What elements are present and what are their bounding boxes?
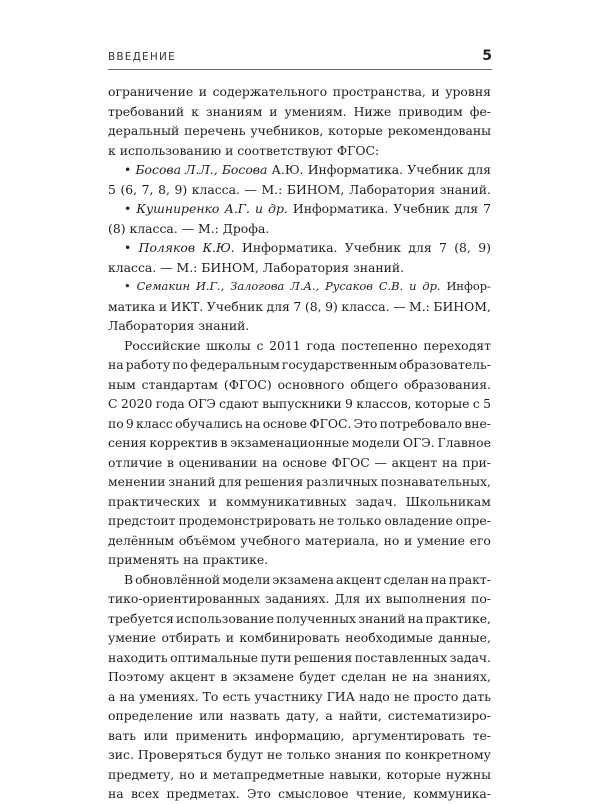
running-header xyxy=(108,49,492,70)
text-line: деральный перечень учебников, которые рекомендованы xyxy=(108,123,491,138)
text-line: 5 (6, 7, 8, 9) класса. — М.: БИНОМ, Лаборатория знаний. xyxy=(108,181,491,197)
text-line: вать или применить информацию, аргументировать те- xyxy=(108,727,491,743)
text-line: (8) класса. — М.: Дрофа. xyxy=(108,220,270,236)
text-line: зис. Проверяться будут не только знания по конкретному xyxy=(108,747,491,762)
text-line: делённым объёмом учебного материала, но и умение его xyxy=(108,532,491,548)
text-line: на работу по федеральным государственным образователь- xyxy=(108,357,491,372)
text-line: ограничение и содержательного пространства, и уровня xyxy=(108,84,491,99)
text-line: Лаборатория знаний. xyxy=(108,318,250,333)
text-line: требований к знаниям и умениям. Ниже приводим фе- xyxy=(108,103,491,119)
text-line: • Босова Л.Л., Босова А.Ю. Информатика. Учебник для xyxy=(124,162,491,177)
text-line: класса. — М.: БИНОМ, Лаборатория знаний. xyxy=(108,259,405,275)
text-line: практических и коммуникативных задач. Школьникам xyxy=(108,493,491,509)
text-line: менении знаний для решения различных познавательных, xyxy=(108,474,491,489)
text-line: требуется использование полученных знаний на практике, xyxy=(108,610,491,626)
text-line: на всех предметах. Это смысловое чтение, коммуника- xyxy=(108,786,491,801)
text-line: отличие в оценивании на основе ФГОС — акцент на при- xyxy=(108,454,491,470)
text-line: сения корректив в экзаменационные модели ОГЭ. Главное xyxy=(108,435,491,450)
section-title: ВВЕДЕНИЕ xyxy=(108,51,176,63)
text-line: по 9 класс обучались на основе ФГОС. Это потребовало вне- xyxy=(108,415,491,431)
text-line: • Семакин И.Г., Залогова Л.А., Русаков С.В. и др. Инфор- xyxy=(124,279,491,293)
text-line: матика и ИКТ. Учебник для 7 (8, 9) класса. — М.: БИНОМ, xyxy=(108,298,491,314)
text-line: Российские школы с 2011 года постепенно переходят xyxy=(124,337,491,353)
text-line: а на умениях. То есть участнику ГИА надо не просто дать xyxy=(108,688,491,704)
text-line: предстоит продемонстрировать не только овладение опре- xyxy=(108,513,491,528)
text-line: С 2020 года ОГЭ сдают выпускники 9 классов, которые с 5 xyxy=(108,396,491,411)
body-text xyxy=(108,82,491,804)
text-line: В обновлённой модели экзамена акцент сделан на практ- xyxy=(124,571,491,587)
text-line: применять на практике. xyxy=(108,552,269,567)
text-line: Поэтому акцент в экзамене будет сделан не на знаниях, xyxy=(108,669,491,684)
text-line: предмету, но и метапредметные навыки, которые нужны xyxy=(108,766,491,782)
text-line: определение или назвать дату, а найти, систематизиро- xyxy=(108,708,491,723)
text-line: • Поляков К.Ю. Информатика. Учебник для 7 (8, 9) xyxy=(124,240,491,255)
text-line: тико-ориентированных заданиях. Для их выполнения по- xyxy=(108,591,491,606)
text-line: ным стандартам (ФГОС) основного общего образования. xyxy=(108,376,491,392)
text-line: умение отбирать и комбинировать необходимые данные, xyxy=(108,630,491,645)
text-line: находить оптимальные пути решения поставленных задач. xyxy=(108,649,491,665)
text-line: к использованию и соответствуют ФГОС: xyxy=(108,142,380,158)
text-line: • Кушниренко А.Г. и др. Информатика. Учебник для 7 xyxy=(124,201,491,216)
page-number: 5 xyxy=(482,48,492,64)
